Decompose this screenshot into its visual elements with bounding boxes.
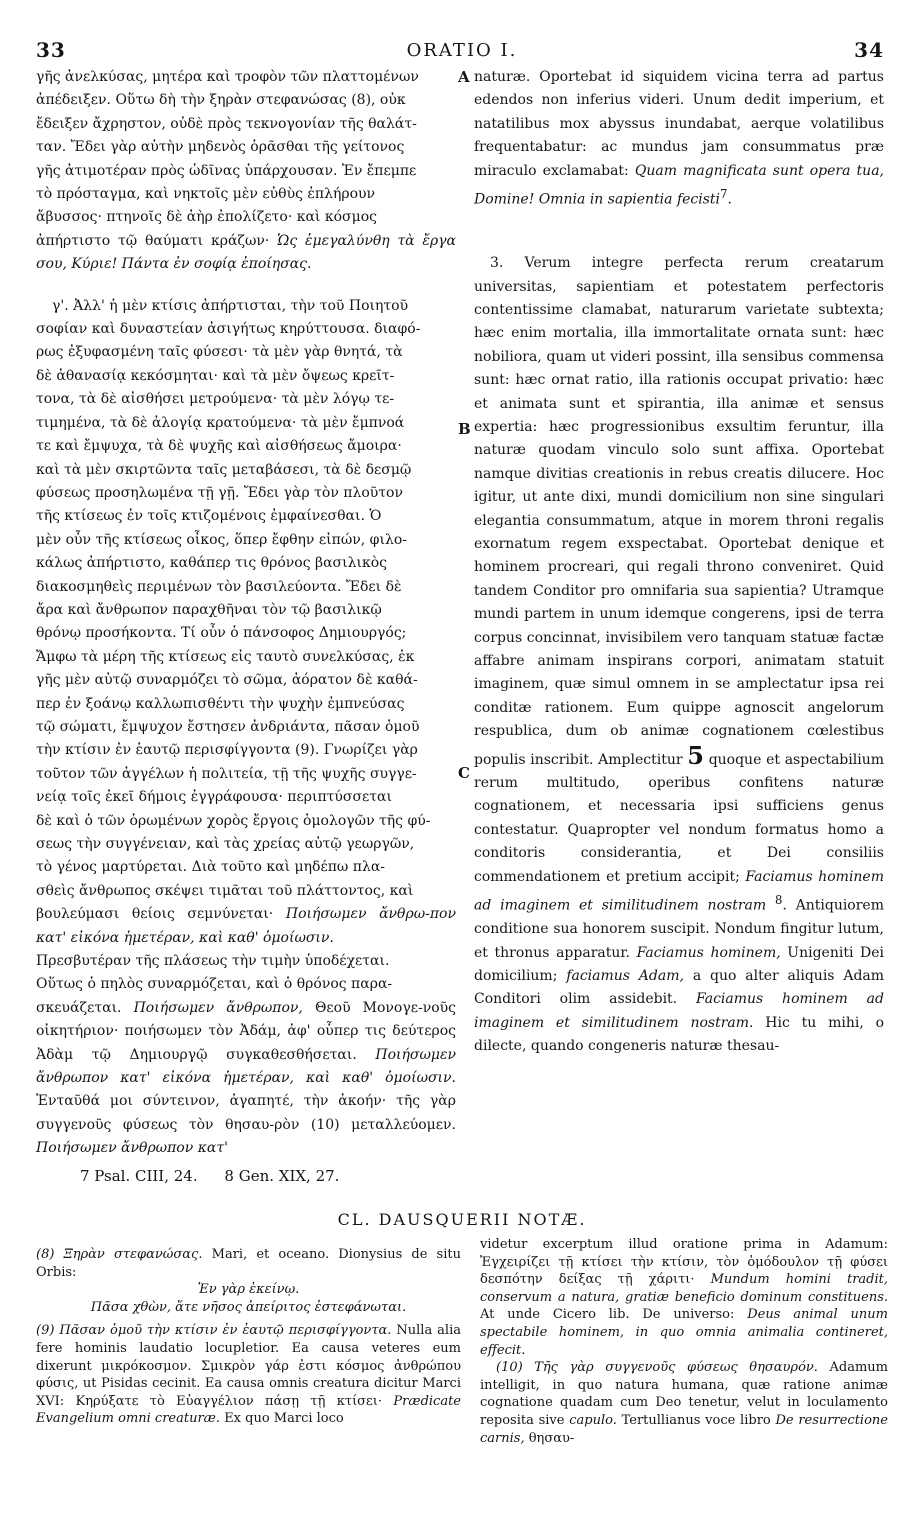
greek-line: Ἄμφω τὰ μέρη τῆς κτίσεως εἰς ταυτὸ συνελκύσας, ἐκ (36, 648, 415, 665)
footnote-ref: 8 (774, 893, 783, 908)
footnote-ref: 7 (720, 187, 728, 202)
greek-quote: Ποιήσωμεν ἄνθρω-πον κατ' εἰκόνα ἡμετέραν, καὶ καθ' ὁμοίωσιν. (36, 906, 456, 946)
greek-line: Πρεσβυτέραν τῆς πλάσεως τὴν τιμὴν ὑποδέχεται. (36, 953, 390, 970)
note-text: θησαυ- (528, 1430, 575, 1446)
greek-quote: Ποιήσωμεν ἄνθρωπον, (133, 999, 303, 1016)
greek-line: γ'. Ἀλλ' ἡ μὲν κτίσις ἀπήρτισται, τὴν τοῦ Ποιητοῦ (52, 297, 409, 314)
greek-line: ἄβυσσος· πτηνοῖς δὲ ἀὴρ ἐπολίζετο· καὶ κόσμος (36, 209, 377, 226)
greek-line: φύσεως προσηλωμένα τῇ γῇ. Ἔδει γὰρ τὸν πλοῦτον (36, 484, 404, 501)
latin-text: Unigeniti Dei domicilium; (474, 944, 885, 984)
greek-text: Ἐνταῦθά μοι σύντεινον, ἀγαπητέ, τὴν ἀκοήν· τῆς γὰρ συγγενοῦς φύσεως τὸν θησαυ-ρὸν (10) μεταλλεύομεν. (36, 1093, 456, 1133)
greek-line: Οὕτως ὁ πηλὸς συναρμόζεται, καὶ ὁ θρόνος παρα- (36, 976, 393, 993)
greek-line: τὸ πρόσταγμα, καὶ νηκτοῖς μὲν εὐθὺς ἐπλήρουν (36, 186, 376, 203)
margin-letter-a: A (458, 68, 470, 86)
note-italic: Prædicate Evangelium omni creaturæ. (36, 1393, 461, 1427)
greek-line: δὲ ἀθανασίᾳ κεκόσμηται· καὶ τὰ μὲν ὄψεως κρεῖτ- (36, 367, 395, 384)
greek-line: ἔδειξεν ἄχρηστον, οὐδὲ πρὸς τεκνογονίαν τῆς θαλάτ- (36, 115, 417, 132)
greek-line: σοφίαν καὶ δυναστείαν ἀσιγήτως κηρύττουσα. διαφό- (36, 321, 421, 338)
latin-text: Hic tu mihi, o dilecte, quando congeneris naturæ thesau- (474, 1014, 884, 1055)
footnote-7: 7 Psal. CIII, 24. (80, 1167, 198, 1185)
latin-text: 3. Verum integre perfecta rerum creatarum universitas, sapientiam et potestatem perfectoris contentissime clamabat, naturarum varietate subtexta; hæc enim mortalia, illa immortalitate ornata sunt: hæc nobiliora, quam ut videri possint, illa sensibus commensa sunt: hæc ornat ratio, illa rationis occupat privatio: hæc et animata sunt et spirantia, illa animæ et sensus expertia: hæc progressionibus exsultim feruntur, illa naturæ quodam vinculo solo sunt affixa. Oportebat namque divitias creationis in rebus creatis dilucere. Hoc igitur, ut ante dixi, mundi domicilium non sine singulari elegantia consummatum, atque in morem throni regalis exornatum regem exspectabat. Oportebat denique et hominem procreari, qui regali throno conveniret. Quid tandem Conditor pro omnifaria sua sapientia? Utramque mundi partem in unum idemque congerens, ipsi de terra corpus concinnat, invisibilem vero tanquam statuæ factæ affabre animam inspirans corpori, animatam statuit imaginem, quæ simul omnem in se amplectatur ipsa rei conditæ rationem. Eum quippe agnoscit angelorum respublica, dum ob animæ cognationem cœlestibus populis inscribit. Amplectitur (474, 255, 884, 768)
footnotes (80, 1167, 361, 1185)
greek-quote: Ποιήσωμεν ἄνθρωπον κατ' (36, 1140, 228, 1157)
greek-line: ἀπέδειξεν. Οὕτω δὴ τὴν ξηρὰν στεφανώσας (8), οὐκ (36, 92, 406, 109)
note-text: Nulla alia fere hominis laudatio locupletior. Ea causa veteres eum dixerunt μικρόκοσμον. Σμικρὸν γάρ ἐστι κόσμος ἀνθρώπου φύσις, ut Pisidas cecinit. Ea causa omnis creatura dicitur Marci XVI: Κηρύξατε τὸ Εὐαγγέλιον πάσῃ τῇ κτίσει· (36, 1323, 461, 1409)
note-text: At unde Cicero lib. De universo: (480, 1307, 735, 1323)
note-head: (10) Τῆς γὰρ συγγενοῦς φύσεως θησαυρόν. (496, 1360, 818, 1376)
greek-line: νείᾳ τοῖς ἐκεῖ δήμοις ἐγγράφουσα· περιπτύσσεται (36, 789, 392, 806)
latin-quote: Faciamus hominem ad imaginem et similitudinem nostram (474, 868, 884, 914)
margin-letter-c: C (458, 764, 470, 782)
greek-line: διακοσμηθεὶς περιμένων τὸν βασιλεύοντα. Ἔδει δὲ (36, 578, 402, 595)
greek-line: ταν. Ἔδει γὰρ αὐτὴν μηδενὸς ὁρᾶσθαι τῆς γείτονος (36, 139, 405, 156)
footnote-8: 8 Gen. XIX, 27. (224, 1167, 340, 1185)
note-verse: Ἐν γὰρ ἐκείνῳ. (197, 1282, 300, 1298)
greek-line: γῆς ἀνελκύσας, μητέρα καὶ τροφὸν τῶν πλαττομένων (36, 69, 419, 85)
greek-line: τοῦτον τῶν ἀγγέλων ἡ πολιτεία, τῇ τῆς ψυχῆς συγγε- (36, 765, 417, 782)
note-text: Ex quo Marci loco (224, 1411, 344, 1427)
greek-line: μὲν οὖν τῆς κτίσεως οἶκος, ὅπερ ἔφθην εἰπών, φιλο- (36, 531, 407, 548)
greek-line: θρόνῳ προσήκοντα. Τί οὖν ὁ πάνσοφος Δημιουργός; (36, 625, 407, 642)
note-italic: Mundum homini tradit, conservum a natura, gratiæ beneficio dominum constituens. (480, 1272, 888, 1305)
notes-right-column (480, 1236, 888, 1447)
greek-line: γῆς ἀτιμοτέραν πρὸς ὠδῖνας ὑπάρχουσαν. Ἐν ἔπεμπε (36, 162, 417, 179)
latin-quote: Quam magnificata sunt opera tua, Domine! Omnia in sapientia fecisti (474, 162, 884, 208)
latin-quote: Faciamus hominem ad imaginem et similitudinem nostram. (474, 991, 884, 1031)
note-head: (9) Πᾶσαν ὁμοῦ τὴν κτίσιν ἐν ἑαυτῷ περισφίγγοντα. (36, 1323, 392, 1339)
column-number: 5 (687, 740, 704, 770)
greek-line: βουλεύμασι θείοις σεμνύνεται· (36, 906, 274, 923)
latin-column: naturæ. Oportebat id siquidem vicina terra ad partus edendos non inferius videri. Unum dedit imperium, et natatilibus mox abyssus inundabat, aerque volatilibus frequentabatur: ac mundus jam consummatus præ miraculo exclamabat: Quam magnificata sunt opera tua, Domine! Omnia in sapientia fecisti$^7$. 3. Verum integre perfecta rerum creatarum universitas, sapientiam et potestatem perfectoris contentissime clamabat, naturarum varietate subtexta; hæc enim mortalia, illa immortalitate ornata sunt: hæc nobiliora, quam ut videri possint, illa sensibus commensa sunt: hæc ornat ratio, illa rationis occupat privatio: hæc et animata sunt et spirantia, illa animæ et sensus expertia: hæc progressionibus exsultim feruntur, illa naturæ quodam vinculo solo sunt affixa. Oportebat namque divitias creationis in rebus creatis dilucere. Hoc igitur, ut ante dixi, mundi domicilium non sine singulari elegantia consummatum, atque in morem throni regalis exornatum regem exspectabat. Oportebat denique et hominem procreari, qui regali throno conveniret. Quid tandem Conditor pro omnifaria sua sapientia? Utramque mundi partem in unum idemque congerens, ipsi de terra corpus concinnat, invisibilem vero tanquam statuæ factæ affabre animam inspirans corpori, animatam statuit imaginem, quæ simul omnem in se amplectatur ipsa rei conditæ rationem. Eum quippe agnoscit angelorum respublica, dum ob animæ cognationem cœlestibus populis inscribit. Amplectitur 5 quoque et aspectabilium rerum multitudo, operibus confitens naturæ cognationem, et necessaria ipsi sufficiens genus contestatur. Quapropter vel nondum formatus homo a conditoris considerantia, et Dei consiliis commendationem et pretium accipit; Faciamus hominem ad imaginem et similitudinem nostram $^8$. Antiquiorem conditione sua honorem suscipit. Nondum fingitur lutum, et thronus apparatur. Faciamus hominem, Unigeniti Dei domicilium; faciamus Adam, a quo alter aliquis Adam Conditori olim assidebit. Faciamus hominem ad imaginem et similitudinem nostram. Hic tu mihi, o dilecte, quando congeneris naturæ thesau- (474, 69, 885, 1055)
greek-line: ἄρα καὶ ἄνθρωπον παραχθῆναι τὸν τῷ βασιλικῷ (36, 601, 382, 618)
note-text: Adamum intelligit, in quo natura humana, quæ ratione animæ cognatione quadam cum Deo tenetur, velut in loculamento reposita sive (480, 1360, 888, 1428)
greek-line: σεως τὴν συγγένειαν, καὶ τὰς χρείας αὐτῷ γεωργῶν, (36, 836, 415, 852)
latin-text: quoque et aspectabilium rerum multitudo, operibus confitens naturæ cognationem, et necessaria ipsi sufficiens genus contestatur. Quapropter vel nondum formatus homo a conditoris considerantia, et Dei consiliis commendationem et pretium accipit; (474, 751, 884, 885)
note-italic: capulo. (569, 1412, 617, 1428)
latin-text: . Antiquiorem conditione sua honorem suscipit. Nondum fingitur lutum, et thronus apparatur. (474, 897, 884, 961)
greek-line: καὶ τὰ μὲν σκιρτῶντα ταῖς μεταβάσεσι, τὰ δὲ δεσμῷ (36, 461, 412, 478)
note-italic: Deus animal unum spectabile hominem, in quo omnia animalia contineret, effecit. (480, 1307, 888, 1358)
greek-line: σθεὶς ἄνθρωπος σκέψει τιμᾶται τοῦ πλάττοντος, καὶ (36, 882, 414, 899)
note-text: Tertullianus voce libro (621, 1412, 771, 1428)
greek-line: τὸ γένος μαρτύρεται. Διὰ τοῦτο καὶ μηδέπω πλα- (36, 859, 386, 876)
running-title: ORATIO I. (406, 40, 518, 61)
greek-line: τῷ σώματι, ἔμψυχον ἔστησεν ἀνδριάντα, πᾶσαν ὁμοῦ (36, 718, 420, 735)
latin-text: naturæ. Oportebat id siquidem vicina terra ad partus edendos non inferius videri. Unum dedit imperium, et natatilibus mox abyssus inundabat, aerque volatilibus frequentabatur: ac mundus jam consummatus præ miraculo exclamabat: (474, 69, 884, 179)
latin-quote: Faciamus hominem, (636, 944, 781, 961)
greek-quote: Ποιήσωμεν ἄνθρωπον κατ' εἰκόνα ἡμετέραν, καὶ καθ' ὁμοίωσιν. (36, 1046, 456, 1087)
note-text: Mari, et oceano. Dionysius de situ Orbis: (36, 1247, 461, 1280)
greek-line: τονα, τὰ δὲ αἰσθήσει μετρούμενα· τὰ μὲν λόγῳ τε- (36, 391, 395, 408)
notes-title: CL. DAUSQUERII NOTÆ. (337, 1210, 587, 1229)
greek-line: τὴν κτίσιν ἐν ἑαυτῷ περισφίγγοντα (9). Γνωρίζει γὰρ (36, 742, 418, 759)
latin-quote: faciamus Adam, (566, 967, 684, 984)
note-verse: Πᾶσα χθὼν, ἅτε νῆσος ἀπείριτος ἐστεφάνωται. (90, 1299, 407, 1315)
notes-left-column (36, 1246, 461, 1428)
greek-line: τιμημένα, τὰ δὲ ἀλογίᾳ κρατούμενα· τὰ μὲν ἔμπνοά (36, 414, 405, 431)
greek-line: κάλως ἀπήρτιστο, καθάπερ τις θρόνος βασιλικὸς (36, 555, 387, 572)
page-number-left: 33 (36, 38, 66, 62)
note-text: videtur excerptum illud oratione prima in Adamum: Ἐγχειρίζει τῇ κτίσει τὴν κτίσιν, τὸν ὁμόδουλον τῇ φύσει δεσπότην δείξας τῇ χάριτι· (480, 1237, 888, 1288)
greek-line: σκευάζεται. (36, 999, 122, 1016)
latin-text: a quo alter aliquis Adam Conditori olim assidebit. (474, 967, 885, 1008)
greek-column (36, 66, 456, 1161)
greek-line: περ ἐν ξοάνῳ καλλωπισθέντι τὴν ψυχὴν ἐμπνεύσας (36, 695, 405, 712)
greek-line: ἀπήρτιστο τῷ θαύματι κράζων· (36, 232, 270, 249)
greek-line: τῆς κτίσεως ἐν τοῖς κτιζομένοις ἐμφαίνεσθαι. Ὁ (36, 508, 382, 525)
margin-letter-b: B (458, 420, 471, 438)
greek-quote: Ὡς ἐμεγαλύνθη τὰ ἔργα σου, Κύριε! Πάντα ἐν σοφίᾳ ἐποίησας. (36, 232, 456, 273)
note-italic: De resurrectione carnis, (480, 1412, 888, 1446)
greek-line: ρως ἐξυφασμένη ταῖς φύσεσι· τὰ μὲν γὰρ θνητά, τὰ (36, 344, 403, 361)
page-number-right: 34 (854, 38, 884, 62)
greek-line: τε καὶ ἔμψυχα, τὰ δὲ ψυχῆς καὶ αἰσθήσεως ἄμοιρα· (36, 438, 402, 455)
greek-line: δὲ καὶ ὁ τῶν ὁρωμένων χορὸς ἔργοις ὁμολογῶν τῆς φύ- (36, 812, 431, 829)
greek-text: Θεοῦ Μονογε-νοῦς οἰκητήριον· ποιήσωμεν τὸν Ἀδάμ, ἀφ' οὗπερ τις δεύτερος Ἀδὰμ τῷ Δημιουργῷ συγκαθεσθήσεται. (36, 999, 457, 1063)
note-head: (8) Ξηρὰν στεφανώσας. (36, 1247, 203, 1262)
greek-line: γῆς μὲν αὐτῷ συναρμόζει τὸ σῶμα, ἀόρατον δὲ καθά- (36, 672, 418, 689)
